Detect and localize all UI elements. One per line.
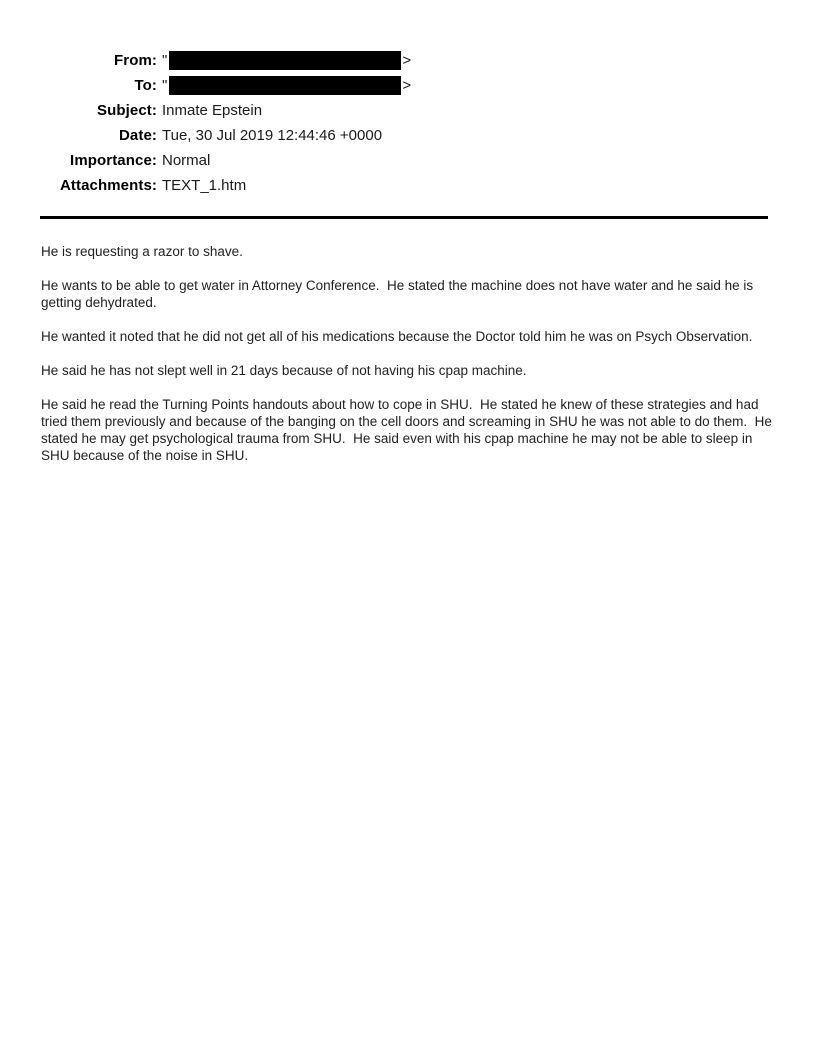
to-value	[162, 73, 411, 98]
header-body-divider	[40, 216, 768, 219]
header-row-from	[0, 48, 816, 73]
from-open-quote: "	[162, 52, 168, 69]
from-label: From:	[114, 52, 157, 69]
importance-label: Importance:	[70, 152, 157, 169]
body-paragraph: He said he read the Turning Points handouts about how to cope in SHU. He stated he knew of these strategies and had tried them previously and because of the banging on the cell doors and screaming in SHU he was not able to do them. He stated he may get psychological trauma from SHU. He said even with his cpap machine he may not be able to sleep in SHU because of the noise in SHU.	[41, 397, 776, 463]
date-value: Tue, 30 Jul 2019 12:44:46 +0000	[162, 127, 383, 144]
body-paragraph: He wanted it noted that he did not get all of his medications because the Doctor told him he was on Psych Observation.	[41, 329, 753, 344]
attachments-label: Attachments:	[59, 177, 157, 194]
header-row-date	[0, 123, 816, 148]
to-redaction-bar	[169, 76, 401, 95]
to-open-quote: "	[162, 77, 168, 94]
header-row-to	[0, 73, 816, 98]
body-paragraph: He said he has not slept well in 21 days because of not having his cpap machine.	[41, 363, 527, 378]
email-body-text	[41, 243, 774, 481]
subject-label: Subject:	[97, 102, 157, 119]
date-label: Date:	[118, 127, 157, 144]
attachment-filename: TEXT_1.htm	[162, 177, 247, 194]
body-paragraph: He is requesting a razor to shave.	[41, 244, 243, 259]
body-paragraph: He wants to be able to get water in Attorney Conference. He stated the machine does not have water and he said he is getting dehydrated.	[41, 278, 757, 310]
to-closing-bracket: >	[402, 77, 412, 94]
header-row-importance	[0, 148, 816, 173]
importance-value: Normal	[162, 152, 211, 169]
to-label: To:	[134, 77, 157, 94]
from-closing-bracket: >	[402, 52, 412, 69]
from-redaction-bar	[169, 51, 401, 70]
from-value	[162, 48, 411, 73]
subject-value: Inmate Epstein	[162, 102, 263, 119]
email-header-block	[0, 48, 816, 198]
header-row-attachments	[0, 173, 816, 198]
header-row-subject	[0, 98, 816, 123]
